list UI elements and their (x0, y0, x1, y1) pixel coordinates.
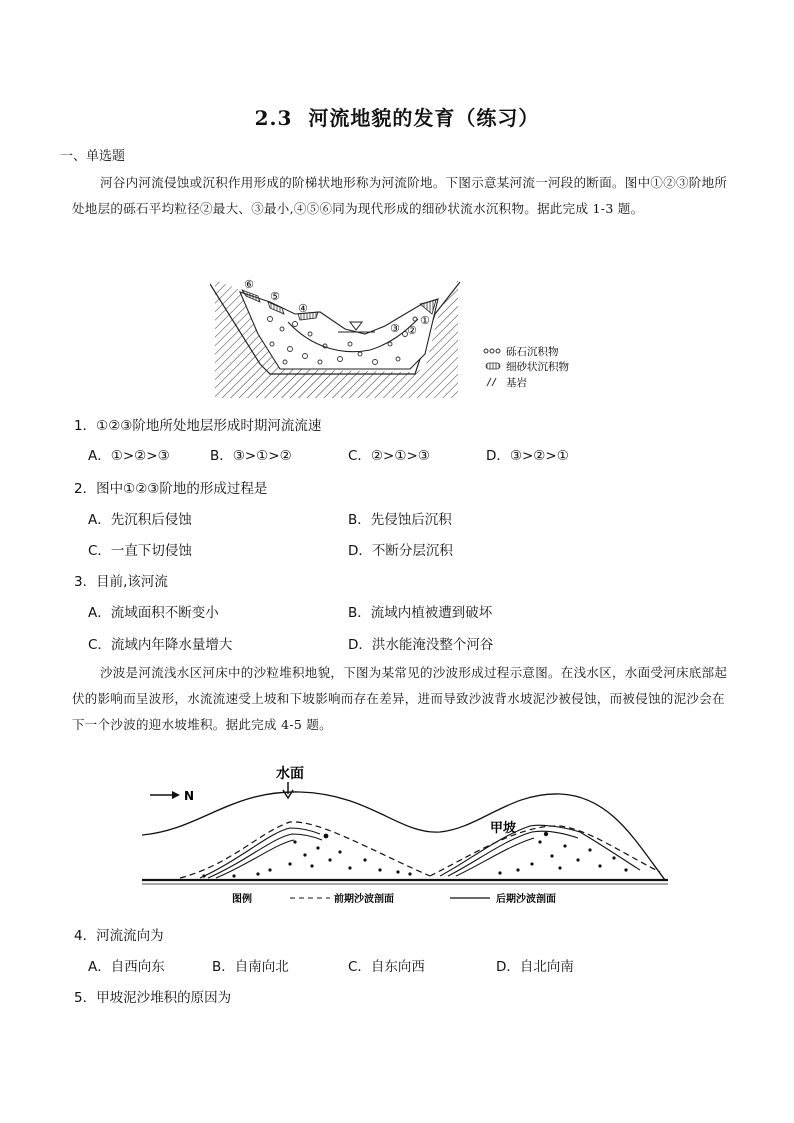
terrace-label-5: ⑤ (270, 290, 280, 303)
question-4-stem: 4．河流流向为 (74, 928, 164, 944)
q3-option-b: B．流域内植被遭到破坏 (348, 605, 493, 621)
q4-option-b: B．自南向北 (212, 959, 289, 975)
intro-paragraph-1: 河谷内河流侵蚀或沉积作用形成的阶梯状地形称为河流阶地。下图示意某河流一河段的断面。图中①②③阶地所处地层的砾石平均粒径②最大、③最小,④⑤⑥同为现代形成的细砂状流水沉积物。据此完成 1-3 题。 (72, 175, 728, 216)
q4-option-c: C．自东向西 (348, 959, 425, 975)
north-label: N (184, 789, 195, 803)
legend-later-profile: 后期沙波剖面 (496, 894, 556, 905)
q1-option-c: C．②>①>③ (348, 448, 430, 464)
q2-option-d: D．不断分层沉积 (348, 543, 453, 559)
terrace-label-2: ② (407, 324, 417, 337)
legend-title: 图例 (232, 894, 252, 905)
q3-option-c: C．流域内年降水量增大 (88, 637, 233, 653)
water-level-icon (350, 322, 362, 330)
intro-paragraph-2: 沙波是河流浅水区河床中的沙粒堆积地貌，下图为某常见的沙波形成过程示意图。在浅水区，水面受河床底部起伏的影响而呈波形，水流流速受上坡和下坡影响而存在差异，进而导致沙波背水坡泥沙被侵蚀，而被侵蚀的泥沙会在下一个沙波的迎水坡堆积。据此完成 4-5 题。 (72, 665, 728, 732)
legend-earlier-profile: 前期沙波剖面 (334, 894, 394, 905)
terrace-label-4: ④ (298, 302, 308, 315)
figure1-legend (484, 345, 569, 389)
q4-option-d: D．自北向南 (496, 959, 574, 975)
legend-bedrock: 基岩 (506, 377, 527, 389)
q2-option-c: C．一直下切侵蚀 (88, 543, 192, 559)
q2-option-a: A．先沉积后侵蚀 (88, 512, 192, 528)
title-text: 河流地貌的发育（练习） (308, 106, 540, 130)
question-1-stem: 1．①②③阶地所处地层形成时期河流流速 (74, 418, 322, 434)
slope-jia-label: 甲坡 (490, 821, 517, 836)
terrace-label-3: ③ (390, 322, 400, 335)
question-5-stem: 5．甲坡泥沙堆积的原因为 (74, 990, 232, 1006)
page-title (0, 102, 794, 131)
legend-gravel: 砾石沉积物 (506, 346, 559, 358)
q4-option-a: A．自西向东 (88, 959, 165, 975)
sand-wave-figure (140, 760, 670, 910)
question-2-stem: 2．图中①②③阶地的形成过程是 (74, 481, 268, 497)
q1-option-a: A．①>②>③ (88, 448, 170, 464)
figure2-legend (232, 892, 556, 905)
terrace-label-6: ⑥ (244, 278, 254, 291)
river-terrace-figure (210, 274, 600, 398)
water-surface-label: 水面 (276, 766, 304, 782)
question-3-stem: 3．目前,该河流 (74, 574, 168, 590)
q3-option-d: D．洪水能淹没整个河谷 (348, 637, 494, 653)
q2-option-b: B．先侵蚀后沉积 (348, 512, 452, 528)
legend-fine-sand: 细砂状沉积物 (506, 361, 569, 373)
q3-option-a: A．流域面积不断变小 (88, 605, 219, 621)
q1-option-d: D．③>②>① (486, 448, 569, 464)
q1-option-b: B．③>①>② (210, 448, 292, 464)
north-arrow-icon (172, 791, 180, 799)
section-heading: 一、单选题 (60, 149, 126, 164)
terrace-label-1: ① (420, 314, 430, 327)
title-number: 2.3 (254, 106, 293, 130)
